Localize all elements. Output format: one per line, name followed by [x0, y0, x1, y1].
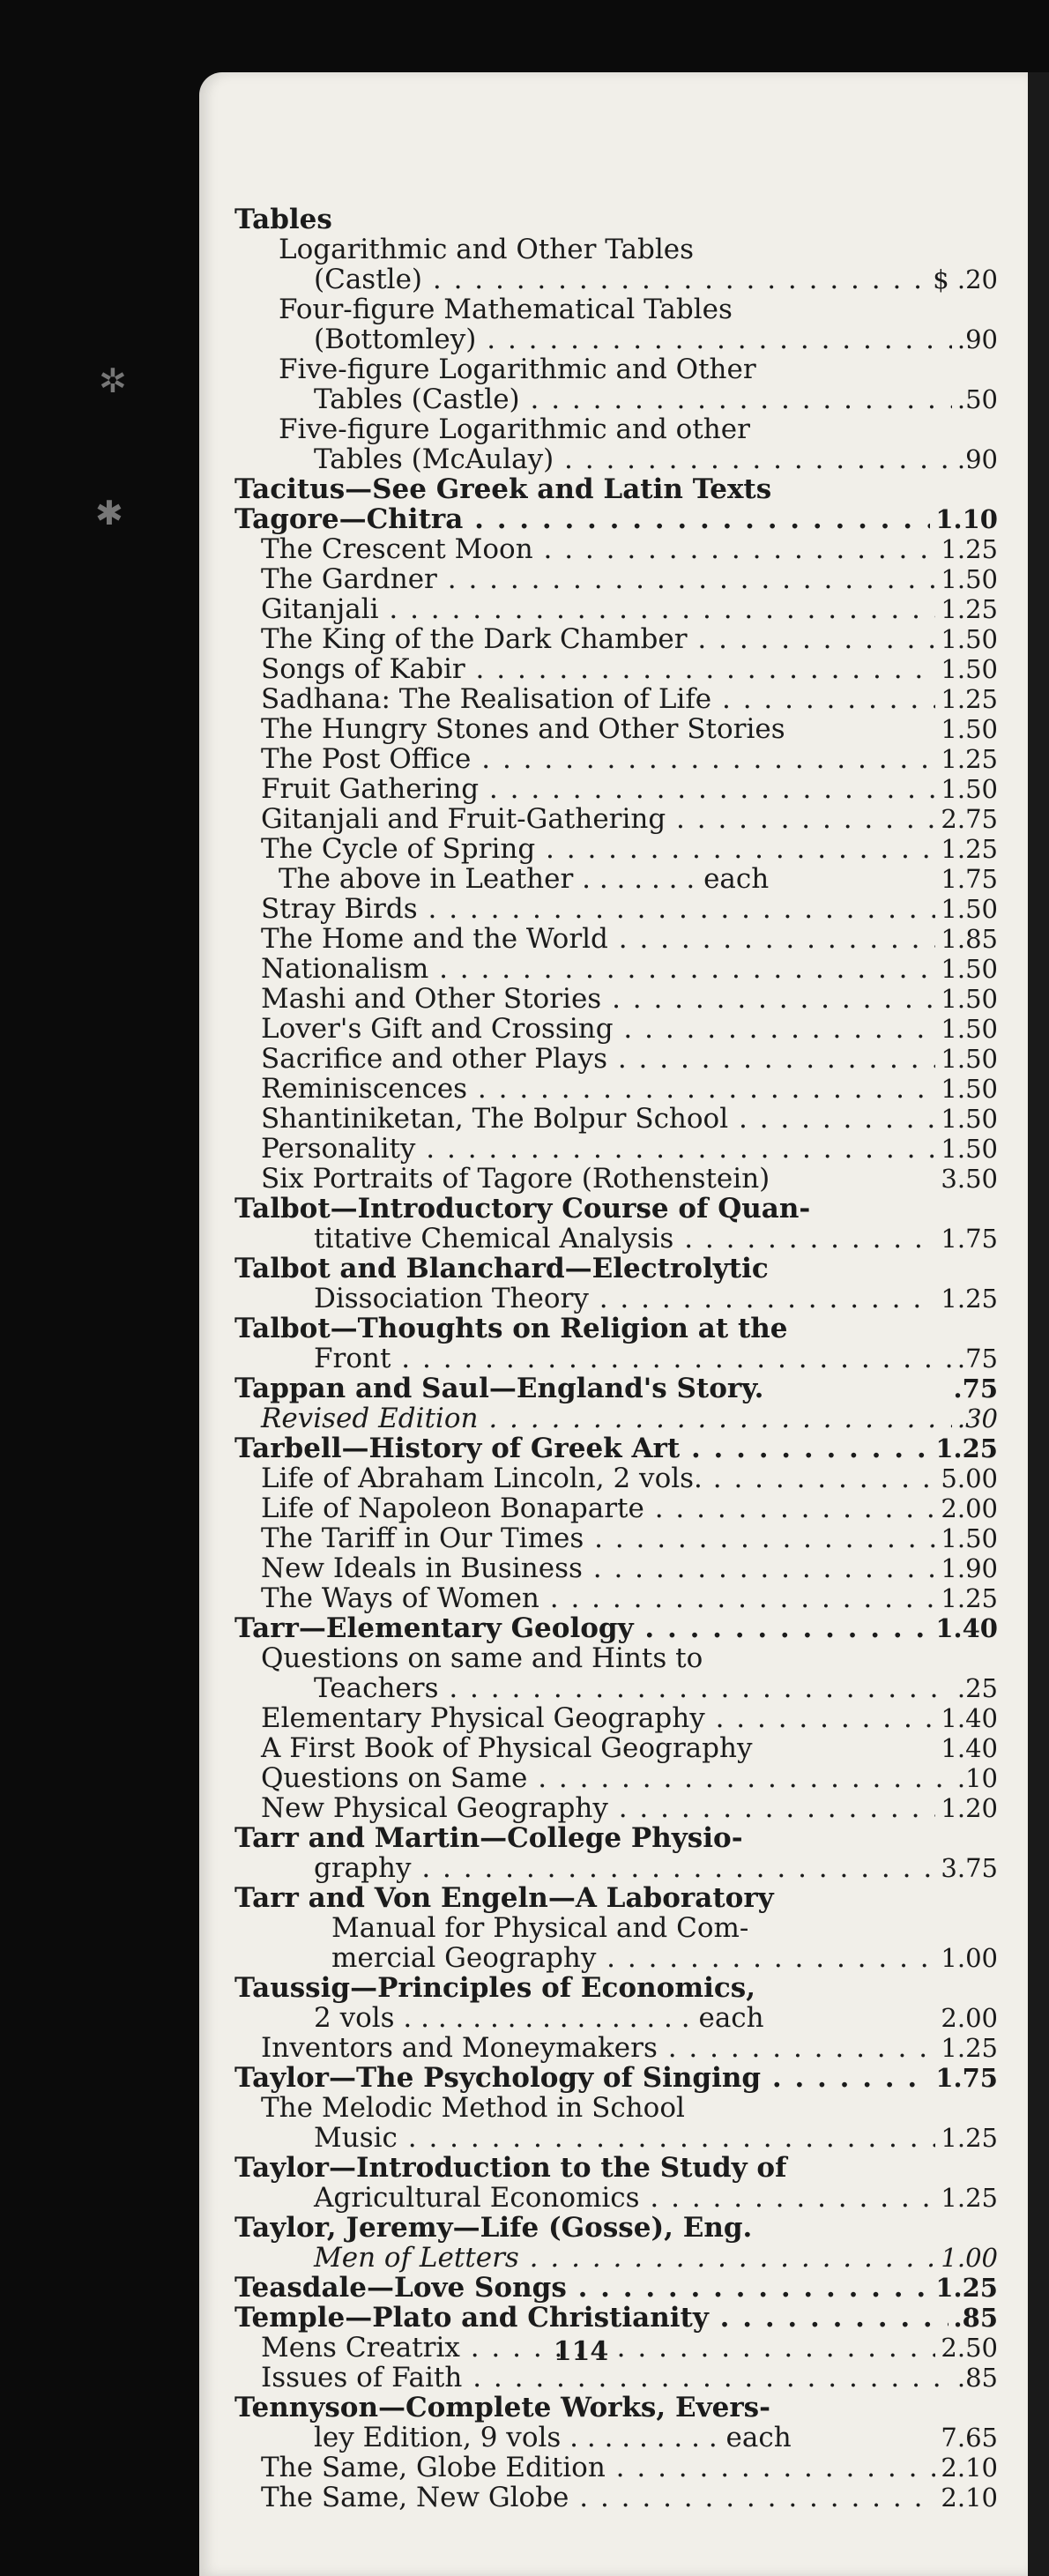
entry-title: Fruit Gathering . . .: [261, 774, 998, 804]
entry-price: 2.10: [935, 2453, 998, 2483]
entry-price: 1.40: [935, 1733, 998, 1763]
entry-title: Life of Napoleon Bonaparte . . .: [261, 1493, 998, 1523]
entry-price: 1.50: [935, 954, 998, 984]
entry-title: The Hungry Stones and Other Stories: [261, 714, 785, 744]
entry-price: 2.00: [935, 2003, 998, 2033]
entry-title: graphy . . .: [314, 1853, 998, 1883]
entry-price: $ .20: [927, 264, 998, 294]
catalog-entry: [234, 2453, 998, 2483]
entry-title: A First Book of Physical Geography: [261, 1733, 753, 1763]
catalog-entry: [234, 1344, 998, 1374]
entry-price: .50: [952, 384, 998, 414]
entry-title: Talbot—Thoughts on Religion at the: [234, 1314, 788, 1344]
entry-title: Music . . .: [314, 2123, 998, 2153]
entry-price: .25: [952, 1673, 998, 1703]
entry-price: 1.75: [935, 864, 998, 894]
catalog-entry: [234, 534, 998, 564]
entry-title: Taylor—Introduction to the Study of: [234, 2153, 787, 2183]
catalog-entry: [234, 354, 998, 384]
entry-title: Manual for Physical and Com-: [331, 1913, 749, 1943]
entry-price: 3.50: [935, 1164, 998, 1194]
entry-price: 1.50: [935, 774, 998, 804]
catalog-entry: [234, 624, 998, 654]
entry-title: (Bottomley) . . .: [314, 324, 998, 354]
catalog-list: [234, 205, 998, 2513]
entry-price: 1.50: [935, 624, 998, 654]
entry-title: Tarr—Elementary Geology . . .: [234, 1613, 998, 1643]
entry-price: 2.00: [935, 1493, 998, 1523]
entry-title: Elementary Physical Geography . . .: [261, 1703, 998, 1733]
entry-title: Tables (McAulay) . . .: [314, 444, 998, 474]
catalog-entry: [234, 804, 998, 834]
entry-price: 3.75: [935, 1853, 998, 1883]
entry-price: 1.50: [935, 564, 998, 594]
entry-title: The above in Leather . . . . . . . each: [279, 864, 770, 894]
entry-title: Sacrifice and other Plays . . .: [261, 1044, 998, 1074]
catalog-entry: [234, 2003, 998, 2033]
catalog-entry: [234, 2243, 998, 2273]
catalog-entry: [234, 1763, 998, 1793]
catalog-entry: [234, 1134, 998, 1164]
entry-title: 2 vols . . . . . . . . . . . . . . . . . each: [314, 2003, 764, 2033]
entry-title: Temple—Plato and Christianity . . .: [234, 2303, 998, 2333]
entry-title: Tarr and Von Engeln—A Laboratory: [234, 1883, 774, 1913]
entry-title: mercial Geography . . .: [331, 1943, 998, 1973]
entry-title: Tables (Castle) . . .: [314, 384, 998, 414]
catalog-entry: [234, 1403, 998, 1433]
catalog-entry: [234, 1254, 998, 1284]
catalog-entry: [234, 2303, 998, 2333]
catalog-entry: [234, 414, 998, 444]
catalog-entry: [234, 1733, 998, 1763]
entry-price: 1.75: [930, 2063, 998, 2093]
entry-price: 1.00: [935, 2243, 998, 2273]
catalog-entry: [234, 205, 998, 235]
entry-title: Agricultural Economics . . .: [314, 2183, 998, 2213]
entry-title: Life of Abraham Lincoln, 2 vols. . . .: [261, 1463, 998, 1493]
catalog-entry: [234, 894, 998, 924]
entry-title: Six Portraits of Tagore (Rothenstein): [261, 1164, 770, 1194]
catalog-entry: [234, 1553, 998, 1583]
entry-price: 1.25: [935, 594, 998, 624]
entry-price: 1.50: [935, 1104, 998, 1134]
catalog-entry: [234, 1943, 998, 1973]
entry-title: Tarbell—History of Greek Art . . .: [234, 1433, 998, 1463]
entry-title: Shantiniketan, The Bolpur School . . .: [261, 1104, 998, 1134]
entry-title: Tagore—Chitra . . .: [234, 504, 998, 534]
entry-price: 1.50: [935, 1074, 998, 1104]
catalog-entry: [234, 264, 998, 294]
entry-title: The Same, Globe Edition . . .: [261, 2453, 998, 2483]
entry-title: The Cycle of Spring . . .: [261, 834, 998, 864]
entry-price: 1.50: [935, 1044, 998, 1074]
entry-price: .10: [952, 1763, 998, 1793]
entry-price: 1.00: [935, 1943, 998, 1973]
entry-title: Questions on same and Hints to: [261, 1643, 703, 1673]
entry-price: 1.50: [935, 984, 998, 1014]
entry-title: Lover's Gift and Crossing . . .: [261, 1014, 998, 1044]
entry-price: 1.25: [935, 2183, 998, 2213]
catalog-entry: [234, 1374, 998, 1403]
entry-price: 2.50: [935, 2333, 998, 2363]
entry-title: Questions on Same . . .: [261, 1763, 998, 1793]
catalog-entry: [234, 1284, 998, 1314]
catalog-entry: [234, 1194, 998, 1224]
entry-price: .75: [949, 1374, 998, 1403]
margin-smudge: ✱: [95, 494, 123, 532]
catalog-entry: [234, 504, 998, 534]
catalog-entry: [234, 1074, 998, 1104]
entry-price: 1.25: [935, 834, 998, 864]
entry-price: 1.25: [935, 1583, 998, 1613]
catalog-entry: [234, 1613, 998, 1643]
catalog-entry: [234, 2153, 998, 2183]
entry-price: 1.25: [935, 534, 998, 564]
catalog-entry: [234, 1104, 998, 1134]
entry-title: The Gardner . . .: [261, 564, 998, 594]
catalog-entry: [234, 834, 998, 864]
catalog-entry: [234, 654, 998, 684]
entry-price: .85: [949, 2303, 998, 2333]
page-number: 114: [553, 2336, 609, 2367]
entry-title: The Crescent Moon . . .: [261, 534, 998, 564]
catalog-entry: [234, 774, 998, 804]
entry-title: Revised Edition . . .: [261, 1403, 998, 1433]
catalog-entry: [234, 924, 998, 954]
entry-price: 1.25: [935, 744, 998, 774]
entry-title: titative Chemical Analysis . . .: [314, 1224, 998, 1254]
catalog-entry: [234, 684, 998, 714]
entry-title: Logarithmic and Other Tables: [279, 235, 695, 264]
entry-title: The Melodic Method in School: [261, 2093, 685, 2123]
catalog-entry: [234, 864, 998, 894]
entry-title: Reminiscences . . .: [261, 1074, 998, 1104]
catalog-page: [199, 72, 1028, 2576]
entry-title: Taylor, Jeremy—Life (Gosse), Eng.: [234, 2213, 753, 2243]
catalog-entry: [234, 1314, 998, 1344]
entry-price: 1.10: [930, 504, 998, 534]
entry-title: Men of Letters . . .: [314, 2243, 998, 2273]
catalog-entry: [234, 1793, 998, 1823]
entry-price: 2.75: [935, 804, 998, 834]
entry-price: 1.25: [935, 2123, 998, 2153]
entry-title: Issues of Faith . . .: [261, 2363, 998, 2393]
entry-title: ley Edition, 9 vols . . . . . . . . . each: [314, 2423, 792, 2453]
entry-title: Gitanjali . . .: [261, 594, 998, 624]
entry-price: 1.25: [935, 684, 998, 714]
entry-price: 2.10: [935, 2483, 998, 2513]
entry-title: Teasdale—Love Songs . . .: [234, 2273, 998, 2303]
entry-title: Songs of Kabir . . .: [261, 654, 998, 684]
catalog-entry: [234, 2273, 998, 2303]
entry-price: 1.20: [935, 1793, 998, 1823]
catalog-entry: [234, 564, 998, 594]
catalog-entry: [234, 324, 998, 354]
entry-title: Taylor—The Psychology of Singing . . .: [234, 2063, 998, 2093]
entry-price: .75: [952, 1344, 998, 1374]
catalog-entry: [234, 1224, 998, 1254]
catalog-entry: [234, 2363, 998, 2393]
page-edge: [1028, 72, 1049, 2576]
entry-title: Dissociation Theory . . .: [314, 1284, 998, 1314]
entry-title: Tarr and Martin—College Physio-: [234, 1823, 743, 1853]
catalog-entry: [234, 1883, 998, 1913]
entry-title: New Ideals in Business . . .: [261, 1553, 998, 1583]
entry-title: Talbot—Introductory Course of Quan-: [234, 1194, 811, 1224]
catalog-entry: [234, 235, 998, 264]
entry-price: 1.25: [935, 2033, 998, 2063]
entry-title: Stray Birds . . .: [261, 894, 998, 924]
catalog-entry: [234, 984, 998, 1014]
entry-price: .30: [952, 1403, 998, 1433]
entry-title: Mashi and Other Stories . . .: [261, 984, 998, 1014]
catalog-entry: [234, 1823, 998, 1853]
catalog-entry: [234, 2033, 998, 2063]
entry-price: 1.90: [935, 1553, 998, 1583]
entry-title: (Castle) . . .: [314, 264, 998, 294]
catalog-entry: [234, 474, 998, 504]
entry-price: .90: [952, 324, 998, 354]
catalog-entry: [234, 1913, 998, 1943]
entry-price: 5.00: [935, 1463, 998, 1493]
catalog-entry: [234, 1014, 998, 1044]
catalog-entry: [234, 1643, 998, 1673]
entry-title: Tables: [234, 205, 332, 235]
entry-title: Four-figure Mathematical Tables: [279, 294, 733, 324]
catalog-entry: [234, 594, 998, 624]
catalog-entry: [234, 1673, 998, 1703]
entry-price: 1.50: [935, 1134, 998, 1164]
entry-title: Five-figure Logarithmic and Other: [279, 354, 756, 384]
catalog-entry: [234, 2483, 998, 2513]
entry-title: Mens Creatrix . . .: [261, 2333, 998, 2363]
entry-price: 1.50: [935, 1014, 998, 1044]
entry-price: 1.85: [935, 924, 998, 954]
catalog-entry: [234, 2393, 998, 2423]
catalog-entry: [234, 1044, 998, 1074]
entry-title: The Same, New Globe . . .: [261, 2483, 998, 2513]
catalog-entry: [234, 1973, 998, 2003]
catalog-entry: [234, 2063, 998, 2093]
catalog-entry: [234, 1703, 998, 1733]
entry-title: The Tariff in Our Times . . .: [261, 1523, 998, 1553]
catalog-entry: [234, 2093, 998, 2123]
entry-price: 1.50: [935, 654, 998, 684]
entry-title: The Home and the World . . .: [261, 924, 998, 954]
catalog-entry: [234, 1463, 998, 1493]
entry-price: 1.25: [930, 2273, 998, 2303]
entry-price: 7.65: [935, 2423, 998, 2453]
entry-price: 1.50: [935, 714, 998, 744]
entry-title: Tappan and Saul—England's Story.: [234, 1374, 764, 1403]
entry-price: 1.50: [935, 894, 998, 924]
entry-title: The Post Office . . .: [261, 744, 998, 774]
catalog-entry: [234, 1853, 998, 1883]
entry-title: Gitanjali and Fruit-Gathering . . .: [261, 804, 998, 834]
catalog-entry: [234, 714, 998, 744]
entry-title: The King of the Dark Chamber . . .: [261, 624, 998, 654]
entry-price: .90: [952, 444, 998, 474]
entry-title: Talbot and Blanchard—Electrolytic: [234, 1254, 769, 1284]
entry-title: Inventors and Moneymakers . . .: [261, 2033, 998, 2063]
entry-price: 1.75: [935, 1224, 998, 1254]
entry-price: 1.25: [935, 1284, 998, 1314]
catalog-entry: [234, 1164, 998, 1194]
entry-price: 1.40: [930, 1613, 998, 1643]
entry-title: Five-figure Logarithmic and other: [279, 414, 750, 444]
entry-title: Tennyson—Complete Works, Evers-: [234, 2393, 770, 2423]
entry-title: Tacitus—See Greek and Latin Texts: [234, 474, 772, 504]
entry-price: 1.40: [935, 1703, 998, 1733]
catalog-entry: [234, 954, 998, 984]
catalog-entry: [234, 1493, 998, 1523]
entry-title: The Ways of Women . . .: [261, 1583, 998, 1613]
entry-title: Front . . .: [314, 1344, 998, 1374]
catalog-entry: [234, 2183, 998, 2213]
catalog-entry: [234, 1523, 998, 1553]
entry-title: Personality . . .: [261, 1134, 998, 1164]
catalog-entry: [234, 294, 998, 324]
entry-price: 1.50: [935, 1523, 998, 1553]
catalog-entry: [234, 1433, 998, 1463]
entry-price: .85: [952, 2363, 998, 2393]
catalog-entry: [234, 444, 998, 474]
catalog-entry: [234, 2423, 998, 2453]
entry-price: 1.25: [930, 1433, 998, 1463]
catalog-entry: [234, 384, 998, 414]
catalog-entry: [234, 2213, 998, 2243]
catalog-entry: [234, 1583, 998, 1613]
catalog-entry: [234, 744, 998, 774]
entry-title: Sadhana: The Realisation of Life . . .: [261, 684, 998, 714]
entry-title: Teachers . . .: [314, 1673, 998, 1703]
margin-smudge: ✲: [99, 361, 127, 400]
entry-title: Taussig—Principles of Economics,: [234, 1973, 756, 2003]
catalog-entry: [234, 2123, 998, 2153]
entry-title: Nationalism . . .: [261, 954, 998, 984]
entry-title: New Physical Geography . . .: [261, 1793, 998, 1823]
